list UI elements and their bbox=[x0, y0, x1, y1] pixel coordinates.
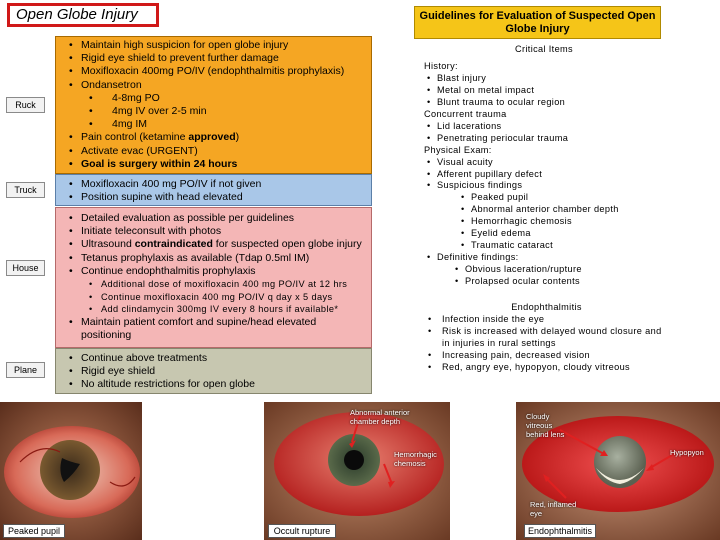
guidelines-title: Guidelines for Evaluation of Suspected Open Globe Injury bbox=[414, 6, 661, 39]
endo-item: • Infection inside the eye bbox=[424, 314, 669, 326]
ruck-item: • Rigid eye shield to prevent further damage bbox=[69, 52, 367, 65]
history-item: • Blunt trauma to ocular region bbox=[424, 97, 664, 109]
label-truck: Truck bbox=[6, 182, 45, 198]
definitive-item: • Obvious laceration/rupture bbox=[424, 264, 664, 276]
truck-panel bbox=[55, 174, 372, 206]
page-title: Open Globe Injury bbox=[7, 3, 159, 27]
endophthalmitis-caption: Endophthalmitis bbox=[524, 524, 596, 538]
pain-prefix: Pain control (ketamine bbox=[81, 131, 189, 144]
critical-items bbox=[424, 44, 664, 288]
exam-item: • Suspicious findings bbox=[424, 180, 664, 192]
us-prefix: Ultrasound bbox=[81, 238, 135, 251]
plane-item: • Rigid eye shield bbox=[69, 365, 367, 378]
label-plane: Plane bbox=[6, 362, 45, 378]
definitive-item: • Prolapsed ocular contents bbox=[424, 276, 664, 288]
annot-red-eye: Red, inflamed eye bbox=[530, 500, 577, 518]
suspicious-item: • Traumatic cataract bbox=[424, 240, 664, 252]
house-panel bbox=[55, 207, 372, 348]
house-continue: • Continue endophthalmitis prophylaxis bbox=[69, 265, 367, 278]
suspicious-item: • Eyelid edema bbox=[424, 228, 664, 240]
definitive-label: • Definitive findings: bbox=[424, 252, 664, 264]
plane-item: • No altitude restrictions for open globe bbox=[69, 378, 367, 391]
house-sub-item: • Additional dose of moxifloxacin 400 mg PO/IV at 12 hrs bbox=[69, 278, 367, 291]
peaked-pupil-caption: Peaked pupil bbox=[3, 524, 65, 538]
ruck-panel bbox=[55, 36, 372, 174]
house-item: • Initiate teleconsult with photos bbox=[69, 225, 367, 238]
truck-item: • Position supine with head elevated bbox=[69, 191, 367, 204]
endo-item: • Risk is increased with delayed wound closure and in injuries in rural settings bbox=[424, 326, 669, 350]
history-label: History: bbox=[424, 60, 458, 71]
ruck-item: • Maintain high suspicion for open globe injury bbox=[69, 39, 367, 52]
endophthalmitis-heading: Endophthalmitis bbox=[511, 302, 582, 312]
annot-anterior-chamber: Abnormal anterior chamber depth bbox=[350, 408, 410, 426]
ruck-evac: • Activate evac (URGENT) bbox=[69, 145, 367, 158]
critical-heading: Critical Items bbox=[515, 44, 573, 54]
pain-approved: approved bbox=[188, 131, 236, 144]
occult-rupture-photo bbox=[264, 402, 450, 540]
truck-item: • Moxifloxacin 400 mg PO/IV if not given bbox=[69, 178, 367, 191]
concurrent-label: Concurrent trauma bbox=[424, 108, 507, 119]
house-comfort: • Maintain patient comfort and supine/head elevated positioning bbox=[69, 316, 367, 342]
annot-hemorrhagic-chemosis: Hemorrhagic chemosis bbox=[394, 450, 437, 468]
eye-illustration bbox=[0, 402, 142, 540]
concurrent-item: • Penetrating periocular trauma bbox=[424, 133, 664, 145]
ruck-item: • Moxifloxacin 400mg PO/IV (endophthalmitis prophylaxis) bbox=[69, 65, 367, 78]
suspicious-item: • Abnormal anterior chamber depth bbox=[424, 204, 664, 216]
ruck-dose: • 4mg IM bbox=[69, 118, 367, 131]
pain-suffix: ) bbox=[235, 131, 240, 144]
endo-item: • Increasing pain, decreased vision bbox=[424, 350, 669, 362]
ruck-goal: • Goal is surgery within 24 hours bbox=[69, 158, 367, 171]
endophthalmitis-section bbox=[424, 302, 669, 374]
endophthalmitis-photo bbox=[516, 402, 720, 540]
endo-item: • Red, angry eye, hypopyon, cloudy vitreous bbox=[424, 362, 669, 374]
history-item: • Metal on metal impact bbox=[424, 85, 664, 97]
label-ruck: Ruck bbox=[6, 97, 45, 113]
suspicious-item: • Hemorrhagic chemosis bbox=[424, 216, 664, 228]
us-contraindicated: contraindicated bbox=[134, 238, 213, 251]
plane-panel bbox=[55, 348, 372, 394]
house-tetanus: • Tetanus prophylaxis as available (Tdap 0.5ml IM) bbox=[69, 252, 367, 265]
history-item: • Blast injury bbox=[424, 73, 664, 85]
house-item: • Detailed evaluation as possible per guidelines bbox=[69, 212, 367, 225]
house-sub-item: • Continue moxifloxacin 400 mg PO/IV q day x 5 days bbox=[69, 291, 367, 304]
house-sub-item: • Add clindamycin 300mg IV every 8 hours if available* bbox=[69, 303, 367, 316]
exam-item: • Afferent pupillary defect bbox=[424, 169, 664, 181]
label-house: House bbox=[6, 260, 45, 276]
house-ultrasound-item bbox=[69, 238, 367, 251]
occult-rupture-caption: Occult rupture bbox=[268, 524, 336, 538]
ruck-pain-item bbox=[69, 131, 367, 144]
plane-item: • Continue above treatments bbox=[69, 352, 367, 365]
ruck-dose: • 4-8mg PO bbox=[69, 92, 367, 105]
annot-cloudy-vitreous: Cloudy vitreous behind lens bbox=[526, 412, 565, 439]
exam-label: Physical Exam: bbox=[424, 144, 492, 155]
annot-hypopyon: Hypopyon bbox=[670, 448, 704, 457]
exam-item: • Visual acuity bbox=[424, 157, 664, 169]
us-suffix: for suspected open globe injury bbox=[212, 238, 362, 251]
ruck-item: • Ondansetron bbox=[69, 79, 367, 92]
suspicious-item: • Peaked pupil bbox=[424, 192, 664, 204]
peaked-pupil-photo bbox=[0, 402, 142, 540]
concurrent-item: • Lid lacerations bbox=[424, 121, 664, 133]
ruck-dose: • 4mg IV over 2-5 min bbox=[69, 105, 367, 118]
